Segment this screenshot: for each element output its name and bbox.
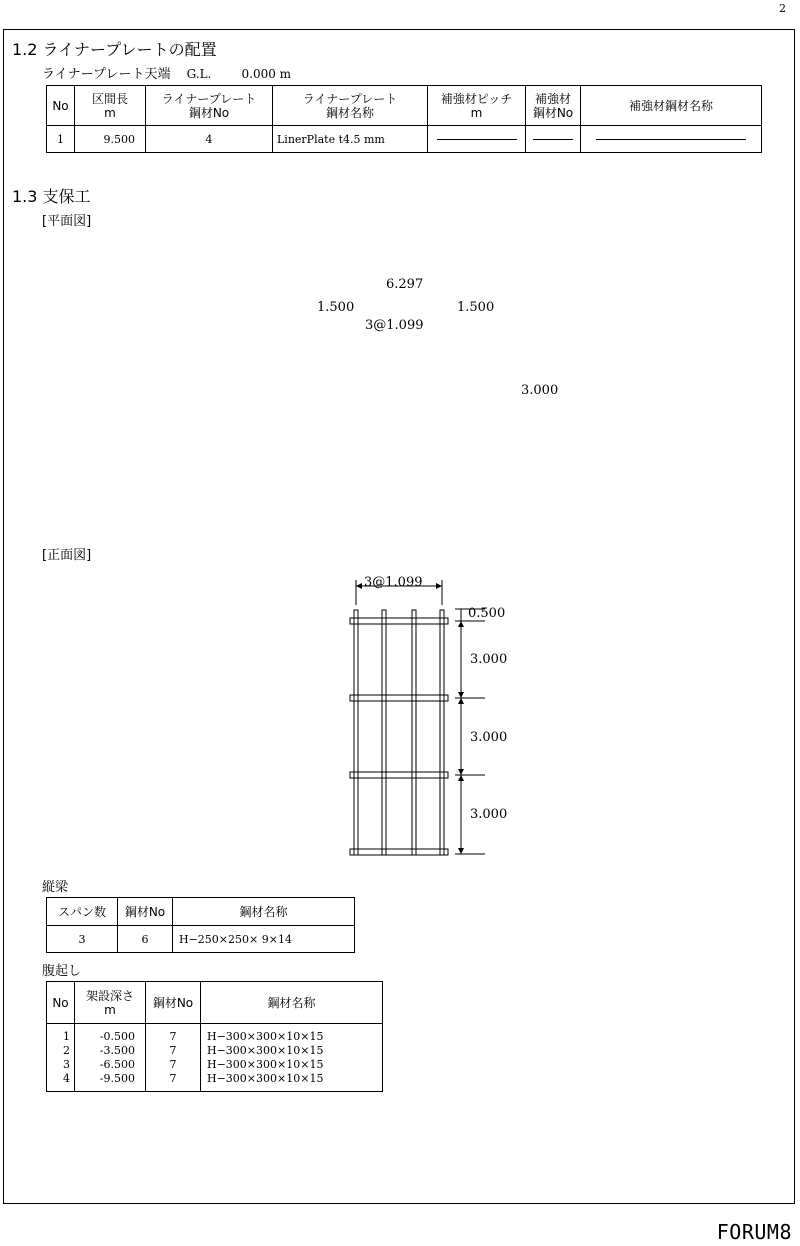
waling-table (46, 981, 383, 1092)
cell-steel-name: LinerPlate t4.5 mm (273, 126, 428, 153)
plan-dim-left: 1.500 (317, 300, 355, 315)
col-steel-no: 鋼材No (118, 898, 173, 926)
cell-pitch-empty (428, 126, 526, 153)
cell-length: 9.500 (75, 126, 146, 153)
waling-header-row (47, 982, 383, 1024)
waling-data-row (47, 1024, 383, 1092)
col-length: 区間長 m (75, 86, 146, 126)
plan-dim-height: 3.000 (521, 383, 559, 398)
waling-1 (350, 618, 448, 624)
gl-value: 0.000 m (241, 67, 292, 81)
front-view-label: [正面図] (42, 548, 92, 563)
cell-steel-name: H−250×250× 9×14 (173, 926, 355, 953)
cell-spans: 3 (47, 926, 118, 953)
front-view-drawing (0, 560, 800, 870)
plan-dim-total: 6.297 (386, 277, 424, 292)
col-steel-name: 鋼材名称 (201, 982, 383, 1024)
cell-no-list: 1 2 3 4 (47, 1024, 75, 1092)
cell-rein-no-empty (526, 126, 581, 153)
col-spans: スパン数 (47, 898, 118, 926)
plan-dim-mid: 3@1.099 (365, 318, 424, 333)
front-dim-span1: 3.000 (470, 652, 508, 667)
liner-top-label (42, 63, 291, 82)
section-title-support: 1.3 支保工 (12, 187, 91, 206)
col-no: No (47, 86, 75, 126)
col-rein-steel-no: 補強材 鋼材No (526, 86, 581, 126)
liner-top-text: ライナープレート天端 (42, 67, 171, 82)
cell-no: 1 (47, 126, 75, 153)
cell-steel-no-list: 7 7 7 7 (146, 1024, 201, 1092)
cell-rein-name-empty (581, 126, 762, 153)
page-number: 2 (779, 2, 786, 15)
stringer-table (46, 897, 355, 953)
liner-table (46, 85, 762, 153)
cell-depth-list: -0.500 -3.500 -6.500 -9.500 (75, 1024, 146, 1092)
cell-steel-no: 4 (146, 126, 273, 153)
gl-label: G.L. (186, 67, 212, 81)
waling-3 (350, 772, 448, 778)
col-steel-name: 鋼材名称 (173, 898, 355, 926)
waling-4 (350, 849, 448, 855)
col-depth: 架設深さ m (75, 982, 146, 1024)
cell-steel-name-list: H−300×300×10×15 H−300×300×10×15 H−300×300×10×15 H−300×300×10×15 (201, 1024, 383, 1092)
col-rein-pitch: 補強材ピッチ m (428, 86, 526, 126)
col-steel-no: 鋼材No (146, 982, 201, 1024)
plan-view-label: [平面図] (42, 214, 92, 229)
col-liner-steel-no: ライナープレート 鋼材No (146, 86, 273, 126)
waling-title: 腹起し (42, 964, 82, 979)
table-row (47, 926, 355, 953)
col-rein-steel-name: 補強材鋼材名称 (581, 86, 762, 126)
section-title-liner: 1.2 ライナープレートの配置 (12, 40, 217, 59)
liner-header-row (47, 86, 762, 126)
stringer-header-row (47, 898, 355, 926)
front-dim-top: 3@1.099 (364, 575, 423, 590)
plan-dim-right: 1.500 (457, 300, 495, 315)
cell-steel-no: 6 (118, 926, 173, 953)
stringer-title: 縦梁 (42, 880, 69, 895)
waling-2 (350, 695, 448, 701)
footer-brand: FORUM8 (716, 1220, 792, 1244)
col-liner-steel-name: ライナープレート 鋼材名称 (273, 86, 428, 126)
front-dim-span3: 3.000 (470, 807, 508, 822)
front-dim-span2: 3.000 (470, 730, 508, 745)
table-row (47, 126, 762, 153)
col-no: No (47, 982, 75, 1024)
front-dim-0500: 0.500 (468, 606, 506, 621)
